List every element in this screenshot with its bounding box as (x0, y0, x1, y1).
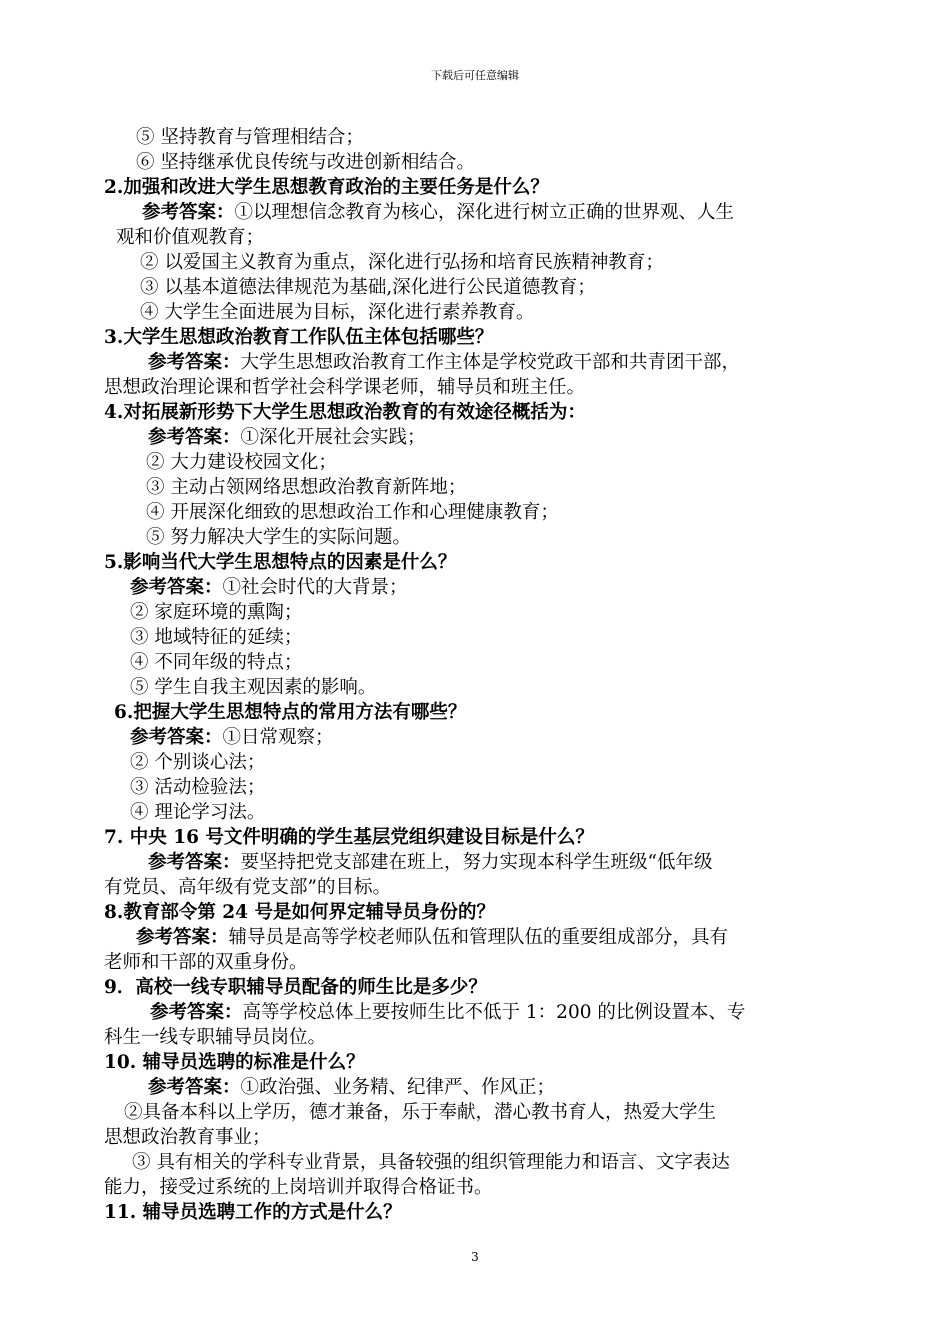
question-heading: 4.对拓展新形势下大学生思想政治教育的有效途径概括为： (104, 402, 586, 423)
answer-line: 有党员、高年级有党支部”的目标。 (104, 877, 391, 898)
answer-label: 参考答案： (130, 577, 223, 598)
list-item: ⑤ 学生自我主观因素的影响。 (130, 677, 377, 698)
question-heading: 7. 中央 16 号文件明确的学生基层党组织建设目标是什么？ (104, 827, 594, 848)
list-item: ⑥ 坚持继承优良传统与改进创新相结合。 (136, 152, 475, 173)
answer-label: 参考答案： (148, 352, 241, 373)
list-item: ③ 地域特征的延续； (130, 627, 303, 648)
answer-label: 参考答案： (148, 1077, 241, 1098)
page-header: 下载后可任意编辑 (431, 69, 519, 82)
list-item: ④ 理论学习法。 (130, 802, 266, 823)
answer-line: 思想政治教育事业； (104, 1127, 271, 1148)
list-item: ⑤ 坚持教育与管理相结合； (136, 127, 364, 148)
page-number: 3 (471, 1250, 479, 1264)
answer-line: 参考答案：要坚持把党支部建在班上，努力实现本科学生班级“低年级 (148, 852, 713, 873)
question-heading: 11. 辅导员选聘工作的方式是什么？ (104, 1202, 402, 1223)
list-item: ⑤ 努力解决大学生的实际问题。 (146, 527, 411, 548)
answer-line: 参考答案：①社会时代的大背景； (130, 577, 408, 598)
answer-line: 参考答案：①深化开展社会实践； (148, 427, 426, 448)
answer-line: 参考答案：①日常观察； (130, 727, 334, 748)
list-item: ③ 具有相关的学科专业背景，具备较强的组织管理能力和语言、文字表达 (132, 1152, 730, 1173)
list-item: ② 以爱国主义教育为重点，深化进行弘扬和培育民族精神教育； (140, 252, 664, 273)
answer-line: 科生一线专职辅导员岗位。 (104, 1027, 327, 1048)
question-heading: 2.加强和改进大学生思想教育政治的主要任务是什么？ (104, 177, 549, 198)
answer-line: 参考答案：辅导员是高等学校老师队伍和管理队伍的重要组成部分，具有 (136, 927, 729, 948)
list-item: ② 家庭环境的熏陶； (130, 602, 303, 623)
list-item: ③ 以基本道德法律规范为基础,深化进行公民道德教育； (140, 277, 596, 298)
answer-label: 参考答案： (148, 427, 241, 448)
answer-line: 思想政治理论课和哲学社会科学课老师，辅导员和班主任。 (104, 377, 586, 398)
list-item: ③ 主动占领网络思想政治教育新阵地； (146, 477, 467, 498)
question-heading: 3.大学生思想政治教育工作队伍主体包括哪些？ (104, 327, 494, 348)
answer-line: 参考答案：①政治强、业务精、纪律严、作风正； (148, 1077, 556, 1098)
answer-line: 老师和干部的双重身份。 (104, 952, 308, 973)
list-item: ②具备本科以上学历，德才兼备，乐于奉献，潜心教书育人，热爱大学生 (124, 1102, 717, 1123)
question-heading: 8.教育部令第 24 号是如何界定辅导员身份的？ (104, 902, 495, 923)
answer-line: 能力，接受过系统的上岗培训并取得合格证书。 (104, 1177, 493, 1198)
list-item: ④ 不同年级的特点； (130, 652, 303, 673)
question-heading: 6.把握大学生思想特点的常用方法有哪些？ (114, 702, 467, 723)
answer-line: 参考答案：①以理想信念教育为核心，深化进行树立正确的世界观、人生 (142, 202, 735, 223)
list-item: ③ 活动检验法； (130, 777, 266, 798)
answer-line: 参考答案：大学生思想政治教育工作主体是学校党政干部和共青团干部， (148, 352, 741, 373)
question-heading: 9．高校一线专职辅导员配备的师生比是多少？ (104, 977, 487, 998)
document-body (104, 125, 874, 1225)
answer-label: 参考答案： (148, 852, 241, 873)
answer-label: 参考答案： (142, 202, 235, 223)
question-heading: 10. 辅导员选聘的标准是什么？ (104, 1052, 365, 1073)
answer-label: 参考答案： (136, 927, 229, 948)
list-item: ② 个别谈心法； (130, 752, 266, 773)
list-item: ④ 开展深化细致的思想政治工作和心理健康教育； (146, 502, 559, 523)
answer-label: 参考答案： (150, 1002, 243, 1023)
list-item: ② 大力建设校园文化； (146, 452, 337, 473)
question-heading: 5.影响当代大学生思想特点的因素是什么？ (104, 552, 457, 573)
answer-line: 参考答案：高等学校总体上要按师生比不低于 1：200 的比例设置本、专 (150, 1002, 746, 1023)
answer-label: 参考答案： (130, 727, 223, 748)
list-item: ④ 大学生全面进展为目标，深化进行素养教育。 (140, 302, 535, 323)
answer-line: 观和价值观教育； (116, 227, 265, 248)
